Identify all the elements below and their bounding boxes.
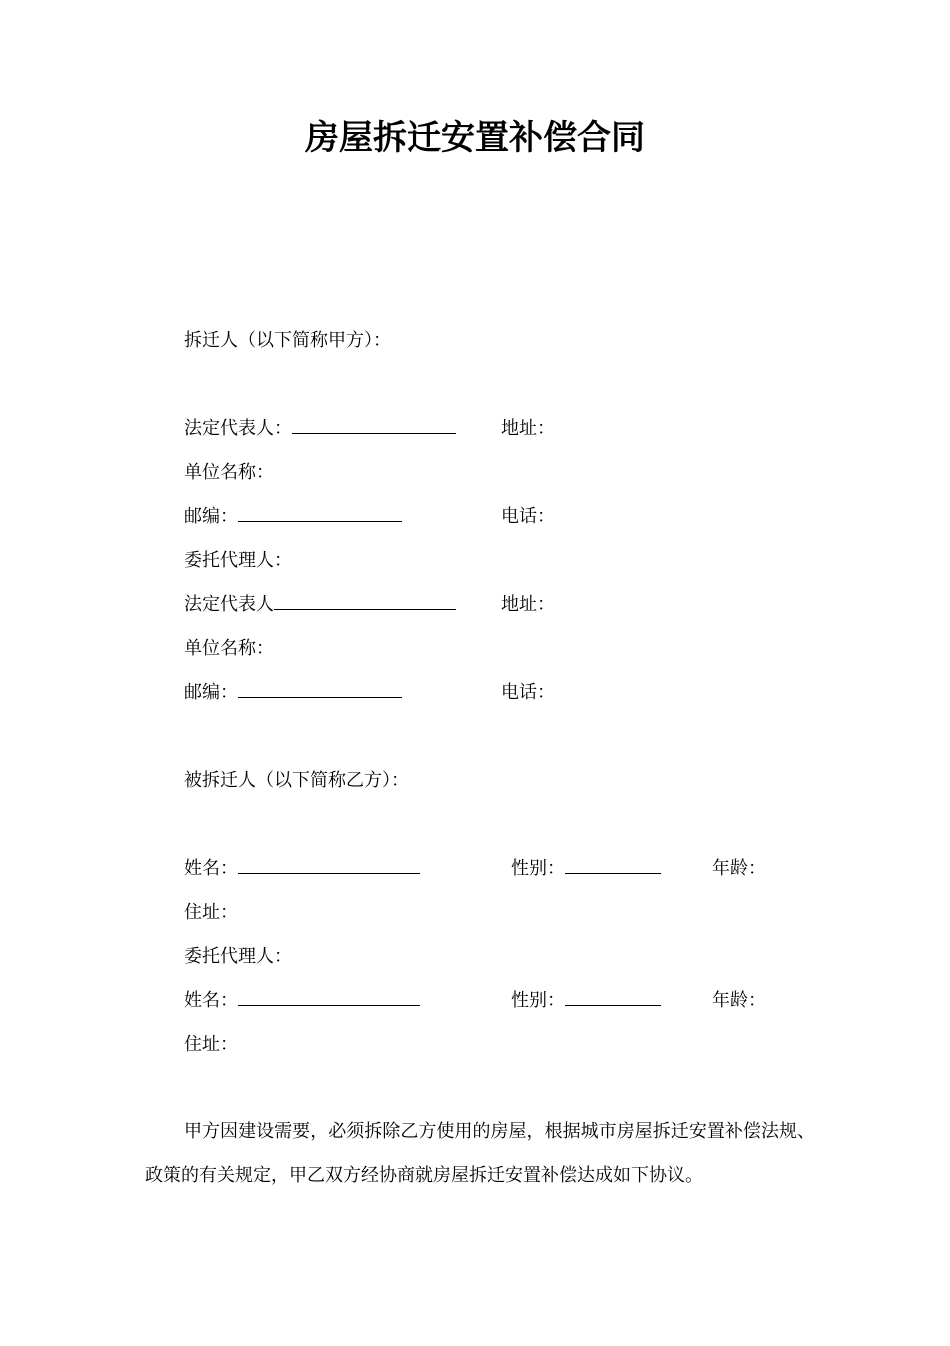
party-b-age-label-2: 年龄： bbox=[712, 990, 766, 1011]
postcode-label-2: 邮编： bbox=[184, 682, 238, 703]
party-a-legal-rep-row bbox=[184, 417, 456, 441]
gender-blank[interactable] bbox=[565, 857, 661, 874]
name-label-2: 姓名： bbox=[184, 990, 238, 1011]
postcode-blank-2[interactable] bbox=[238, 681, 402, 698]
party-b-heading: 被拆迁人（以下简称乙方）： bbox=[184, 770, 409, 791]
legal-rep-label: 法定代表人： bbox=[184, 418, 292, 439]
party-b-residence-label: 住址： bbox=[184, 902, 238, 923]
party-a-unit-name-label: 单位名称： bbox=[184, 462, 274, 483]
party-a-postcode-row bbox=[184, 505, 402, 529]
party-a-address-label: 地址： bbox=[501, 418, 555, 439]
party-a-agent-label: 委托代理人： bbox=[184, 550, 292, 571]
party-b-name-row bbox=[184, 857, 420, 881]
party-b-age-label: 年龄： bbox=[712, 858, 766, 879]
gender-blank-2[interactable] bbox=[565, 989, 661, 1006]
name-blank-2[interactable] bbox=[238, 989, 420, 1006]
party-b-name-row-2 bbox=[184, 989, 420, 1013]
document-title: 房屋拆迁安置补偿合同 bbox=[305, 118, 645, 158]
party-b-agent-label: 委托代理人： bbox=[184, 946, 292, 967]
name-label: 姓名： bbox=[184, 858, 238, 879]
party-a-phone-label: 电话： bbox=[501, 506, 555, 527]
party-a-postcode-row-2 bbox=[184, 681, 402, 705]
party-b-residence-label-2: 住址： bbox=[184, 1034, 238, 1055]
party-b-gender-row-2 bbox=[511, 989, 661, 1013]
party-b-gender-row bbox=[511, 857, 661, 881]
postcode-label: 邮编： bbox=[184, 506, 238, 527]
legal-rep-label-2: 法定代表人 bbox=[184, 594, 274, 615]
name-blank[interactable] bbox=[238, 857, 420, 874]
legal-rep-blank[interactable] bbox=[292, 417, 456, 434]
party-a-heading: 拆迁人（以下简称甲方）： bbox=[184, 330, 391, 351]
preamble-paragraph: 甲方因建设需要，必须拆除乙方使用的房屋，根据城市房屋拆迁安置补偿法规、政策的有关规定，甲乙双方经协商就房屋拆迁安置补偿达成如下协议。 bbox=[145, 1121, 815, 1186]
postcode-blank[interactable] bbox=[238, 505, 402, 522]
gender-label-2: 性别： bbox=[511, 990, 565, 1011]
party-a-unit-name-label-2: 单位名称： bbox=[184, 638, 274, 659]
gender-label: 性别： bbox=[511, 858, 565, 879]
party-a-agent-legal-rep-row bbox=[184, 593, 456, 617]
legal-rep-blank-2[interactable] bbox=[274, 593, 456, 610]
party-a-phone-label-2: 电话： bbox=[501, 682, 555, 703]
party-a-address-label-2: 地址： bbox=[501, 594, 555, 615]
